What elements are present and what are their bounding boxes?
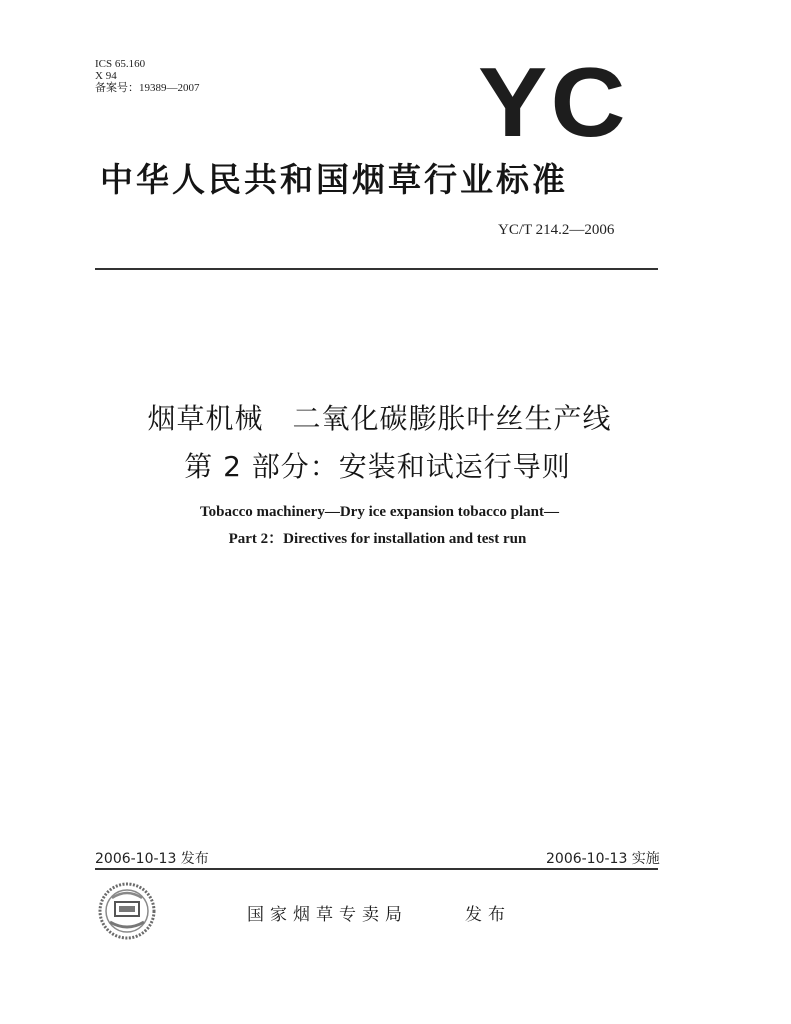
standard-number: YC/T 214.2—2006 (498, 222, 615, 238)
footer-divider (95, 868, 658, 870)
organization-title: 中华人民共和国烟草行业标准 (100, 160, 568, 199)
official-seal-icon (98, 882, 156, 940)
ics-code: ICS 65.160 (95, 58, 146, 70)
classification-code: X 94 (95, 70, 117, 82)
title-en-line1: Tobacco machinery—Dry ice expansion tobacco plant— (199, 504, 560, 520)
yc-logo: YC (478, 47, 629, 157)
release-label: 发布 (465, 905, 511, 925)
title-cn-line2: 第 2 部分：安装和试运行导则 (184, 450, 571, 483)
document-metadata (95, 58, 200, 94)
header-divider (95, 268, 658, 270)
title-en-line2: Part 2：Directives for installation and test run (228, 531, 527, 547)
implementation-date: 2006-10-13 实施 (546, 851, 660, 867)
filing-number: 备案号：19389—2007 (95, 82, 200, 94)
issue-date: 2006-10-13 发布 (95, 851, 209, 867)
issuing-authority: 国家烟草专卖局 (247, 905, 408, 925)
title-cn-line1: 烟草机械 二氧化碳膨胀叶丝生产线 (147, 402, 612, 435)
